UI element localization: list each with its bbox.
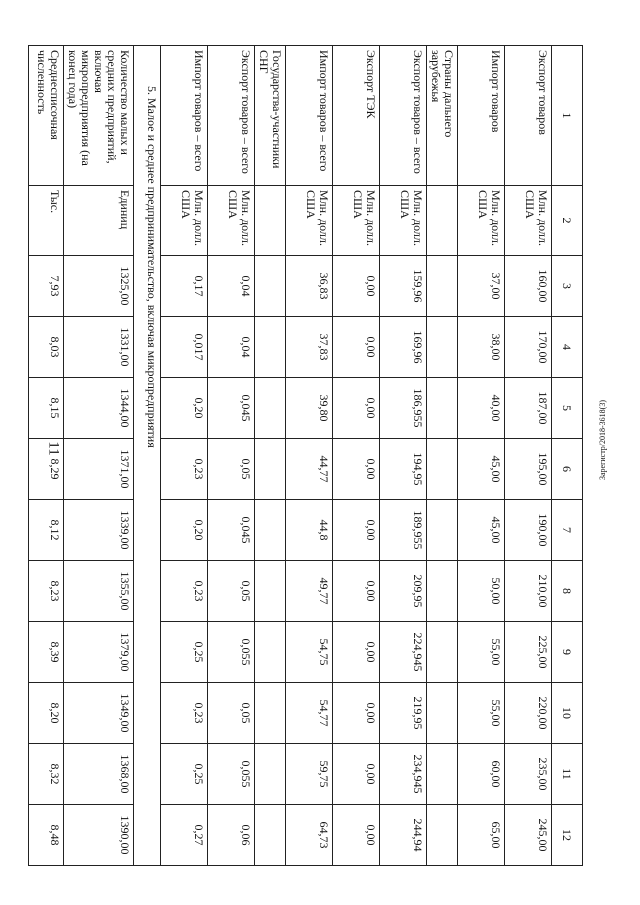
header-cell: 8 <box>552 561 583 622</box>
value-cell: 0,23 <box>161 683 208 744</box>
value-cell: 0,20 <box>161 500 208 561</box>
value-cell: 244,94 <box>380 805 427 866</box>
subheading-cell: Страны дальнего зарубежья <box>427 46 458 186</box>
value-cell: 0,25 <box>161 622 208 683</box>
value-cell: 195,00 <box>505 439 552 500</box>
value-cell: 160,00 <box>505 256 552 317</box>
value-cell: 45,00 <box>458 439 505 500</box>
value-cell: 1325,00 <box>64 256 134 317</box>
value-cell: 0,00 <box>333 256 380 317</box>
footer-reference-text: Зарегистр/2018-3618(3) <box>598 399 607 481</box>
table-row <box>505 46 552 866</box>
value-cell: 0,00 <box>333 805 380 866</box>
table-row <box>161 46 208 866</box>
value-cell: 0,00 <box>333 561 380 622</box>
empty-cell <box>255 805 286 866</box>
value-cell: 1349,00 <box>64 683 134 744</box>
value-cell: 0,27 <box>161 805 208 866</box>
empty-cell <box>427 500 458 561</box>
value-cell: 170,00 <box>505 317 552 378</box>
value-cell: 59,75 <box>286 744 333 805</box>
value-cell: 1379,00 <box>64 622 134 683</box>
indicator-cell: Экспорт товаров – всего <box>208 46 255 186</box>
unit-cell: Млн. долл. США <box>333 186 380 256</box>
value-cell: 0,06 <box>208 805 255 866</box>
value-cell: 55,00 <box>458 683 505 744</box>
rotated-table-container <box>35 45 583 865</box>
value-cell: 187,00 <box>505 378 552 439</box>
value-cell: 49,77 <box>286 561 333 622</box>
value-cell: 0,04 <box>208 256 255 317</box>
header-row <box>552 46 583 866</box>
value-cell: 0,00 <box>333 744 380 805</box>
value-cell: 159,96 <box>380 256 427 317</box>
empty-cell <box>427 186 458 256</box>
value-cell: 1339,00 <box>64 500 134 561</box>
value-cell: 224,945 <box>380 622 427 683</box>
value-cell: 0,05 <box>208 561 255 622</box>
header-cell: 10 <box>552 683 583 744</box>
table-row <box>286 46 333 866</box>
value-cell: 1371,00 <box>64 439 134 500</box>
empty-cell <box>255 378 286 439</box>
empty-cell <box>255 744 286 805</box>
indicator-cell: Импорт товаров – всего <box>286 46 333 186</box>
unit-cell: Млн. долл. США <box>208 186 255 256</box>
unit-cell: Млн. долл. США <box>380 186 427 256</box>
value-cell: 0,00 <box>333 439 380 500</box>
value-cell: 0,05 <box>208 683 255 744</box>
section-row <box>134 46 161 866</box>
value-cell: 8,32 <box>29 744 64 805</box>
empty-cell <box>255 439 286 500</box>
empty-cell <box>427 805 458 866</box>
value-cell: 44,77 <box>286 439 333 500</box>
value-cell: 0,04 <box>208 317 255 378</box>
table-row <box>333 46 380 866</box>
empty-cell <box>427 561 458 622</box>
value-cell: 190,00 <box>505 500 552 561</box>
value-cell: 186,955 <box>380 378 427 439</box>
value-cell: 54,77 <box>286 683 333 744</box>
value-cell: 0,17 <box>161 256 208 317</box>
value-cell: 40,00 <box>458 378 505 439</box>
header-cell: 3 <box>552 256 583 317</box>
value-cell: 0,00 <box>333 378 380 439</box>
value-cell: 0,045 <box>208 378 255 439</box>
value-cell: 64,73 <box>286 805 333 866</box>
value-cell: 0,25 <box>161 744 208 805</box>
table-row <box>458 46 505 866</box>
value-cell: 0,045 <box>208 500 255 561</box>
unit-cell: Млн. долл. США <box>286 186 333 256</box>
header-cell: 4 <box>552 317 583 378</box>
empty-cell <box>255 622 286 683</box>
value-cell: 1355,00 <box>64 561 134 622</box>
unit-cell: Млн. долл. США <box>505 186 552 256</box>
value-cell: 0,05 <box>208 439 255 500</box>
value-cell: 55,00 <box>458 622 505 683</box>
empty-cell <box>427 439 458 500</box>
empty-cell <box>427 378 458 439</box>
value-cell: 194,95 <box>380 439 427 500</box>
value-cell: 37,83 <box>286 317 333 378</box>
value-cell: 1368,00 <box>64 744 134 805</box>
value-cell: 8,12 <box>29 500 64 561</box>
header-cell: 11 <box>552 744 583 805</box>
unit-cell: Единиц <box>64 186 134 256</box>
value-cell: 169,96 <box>380 317 427 378</box>
value-cell: 1344,00 <box>64 378 134 439</box>
header-cell: 6 <box>552 439 583 500</box>
empty-cell <box>255 500 286 561</box>
empty-cell <box>255 317 286 378</box>
indicator-cell: Импорт товаров <box>458 46 505 186</box>
value-cell: 0,00 <box>333 683 380 744</box>
value-cell: 8,39 <box>29 622 64 683</box>
value-cell: 1390,00 <box>64 805 134 866</box>
value-cell: 0,20 <box>161 378 208 439</box>
value-cell: 220,00 <box>505 683 552 744</box>
value-cell: 0,00 <box>333 317 380 378</box>
empty-cell <box>255 256 286 317</box>
header-cell: 5 <box>552 378 583 439</box>
empty-cell <box>255 561 286 622</box>
value-cell: 235,00 <box>505 744 552 805</box>
value-cell: 219,95 <box>380 683 427 744</box>
table-row <box>29 46 64 866</box>
page-number: 11 <box>45 441 62 456</box>
table-row <box>380 46 427 866</box>
value-cell: 44,8 <box>286 500 333 561</box>
value-cell: 210,00 <box>505 561 552 622</box>
subheading-row <box>427 46 458 866</box>
indicator-cell: Экспорт товаров <box>505 46 552 186</box>
header-cell: 1 <box>552 46 583 186</box>
indicator-cell: Количество малых и средних предприятий, включая микропредприятия (на конец года) <box>64 46 134 186</box>
value-cell: 50,00 <box>458 561 505 622</box>
indicator-cell: Среднесписочная численность <box>29 46 64 186</box>
empty-cell <box>427 256 458 317</box>
value-cell: 8,29 <box>29 439 64 500</box>
value-cell: 0,017 <box>161 317 208 378</box>
value-cell: 209,95 <box>380 561 427 622</box>
value-cell: 0,23 <box>161 439 208 500</box>
header-cell: 2 <box>552 186 583 256</box>
empty-cell <box>255 683 286 744</box>
value-cell: 234,945 <box>380 744 427 805</box>
value-cell: 1331,00 <box>64 317 134 378</box>
value-cell: 225,00 <box>505 622 552 683</box>
value-cell: 54,75 <box>286 622 333 683</box>
value-cell: 8,03 <box>29 317 64 378</box>
value-cell: 8,15 <box>29 378 64 439</box>
section-title: 5. Малое и среднее предпринимательство, включая микропредприятия <box>134 46 161 866</box>
value-cell: 60,00 <box>458 744 505 805</box>
data-table <box>28 45 583 866</box>
unit-cell: Млн. долл. США <box>458 186 505 256</box>
empty-cell <box>427 622 458 683</box>
table-row <box>208 46 255 866</box>
header-cell: 12 <box>552 805 583 866</box>
empty-cell <box>255 186 286 256</box>
value-cell: 0,00 <box>333 622 380 683</box>
value-cell: 0,23 <box>161 561 208 622</box>
empty-cell <box>427 317 458 378</box>
indicator-cell: Экспорт товаров – всего <box>380 46 427 186</box>
empty-cell <box>427 744 458 805</box>
unit-cell: Млн. долл. США <box>161 186 208 256</box>
unit-cell: Тыс. <box>29 186 64 256</box>
value-cell: 8,48 <box>29 805 64 866</box>
value-cell: 245,00 <box>505 805 552 866</box>
subheading-row <box>255 46 286 866</box>
value-cell: 36,83 <box>286 256 333 317</box>
value-cell: 189,955 <box>380 500 427 561</box>
table-body <box>29 46 583 866</box>
value-cell: 0,055 <box>208 622 255 683</box>
table-row <box>64 46 134 866</box>
value-cell: 7,93 <box>29 256 64 317</box>
value-cell: 39,80 <box>286 378 333 439</box>
value-cell: 0,055 <box>208 744 255 805</box>
value-cell: 38,00 <box>458 317 505 378</box>
empty-cell <box>427 683 458 744</box>
header-cell: 9 <box>552 622 583 683</box>
value-cell: 0,00 <box>333 500 380 561</box>
indicator-cell: Импорт товаров – всего <box>161 46 208 186</box>
value-cell: 45,00 <box>458 500 505 561</box>
value-cell: 8,20 <box>29 683 64 744</box>
value-cell: 8,23 <box>29 561 64 622</box>
value-cell: 65,00 <box>458 805 505 866</box>
subheading-cell: Государства-участники СНГ <box>255 46 286 186</box>
indicator-cell: Экспорт ТЭК <box>333 46 380 186</box>
value-cell: 37,00 <box>458 256 505 317</box>
header-cell: 7 <box>552 500 583 561</box>
